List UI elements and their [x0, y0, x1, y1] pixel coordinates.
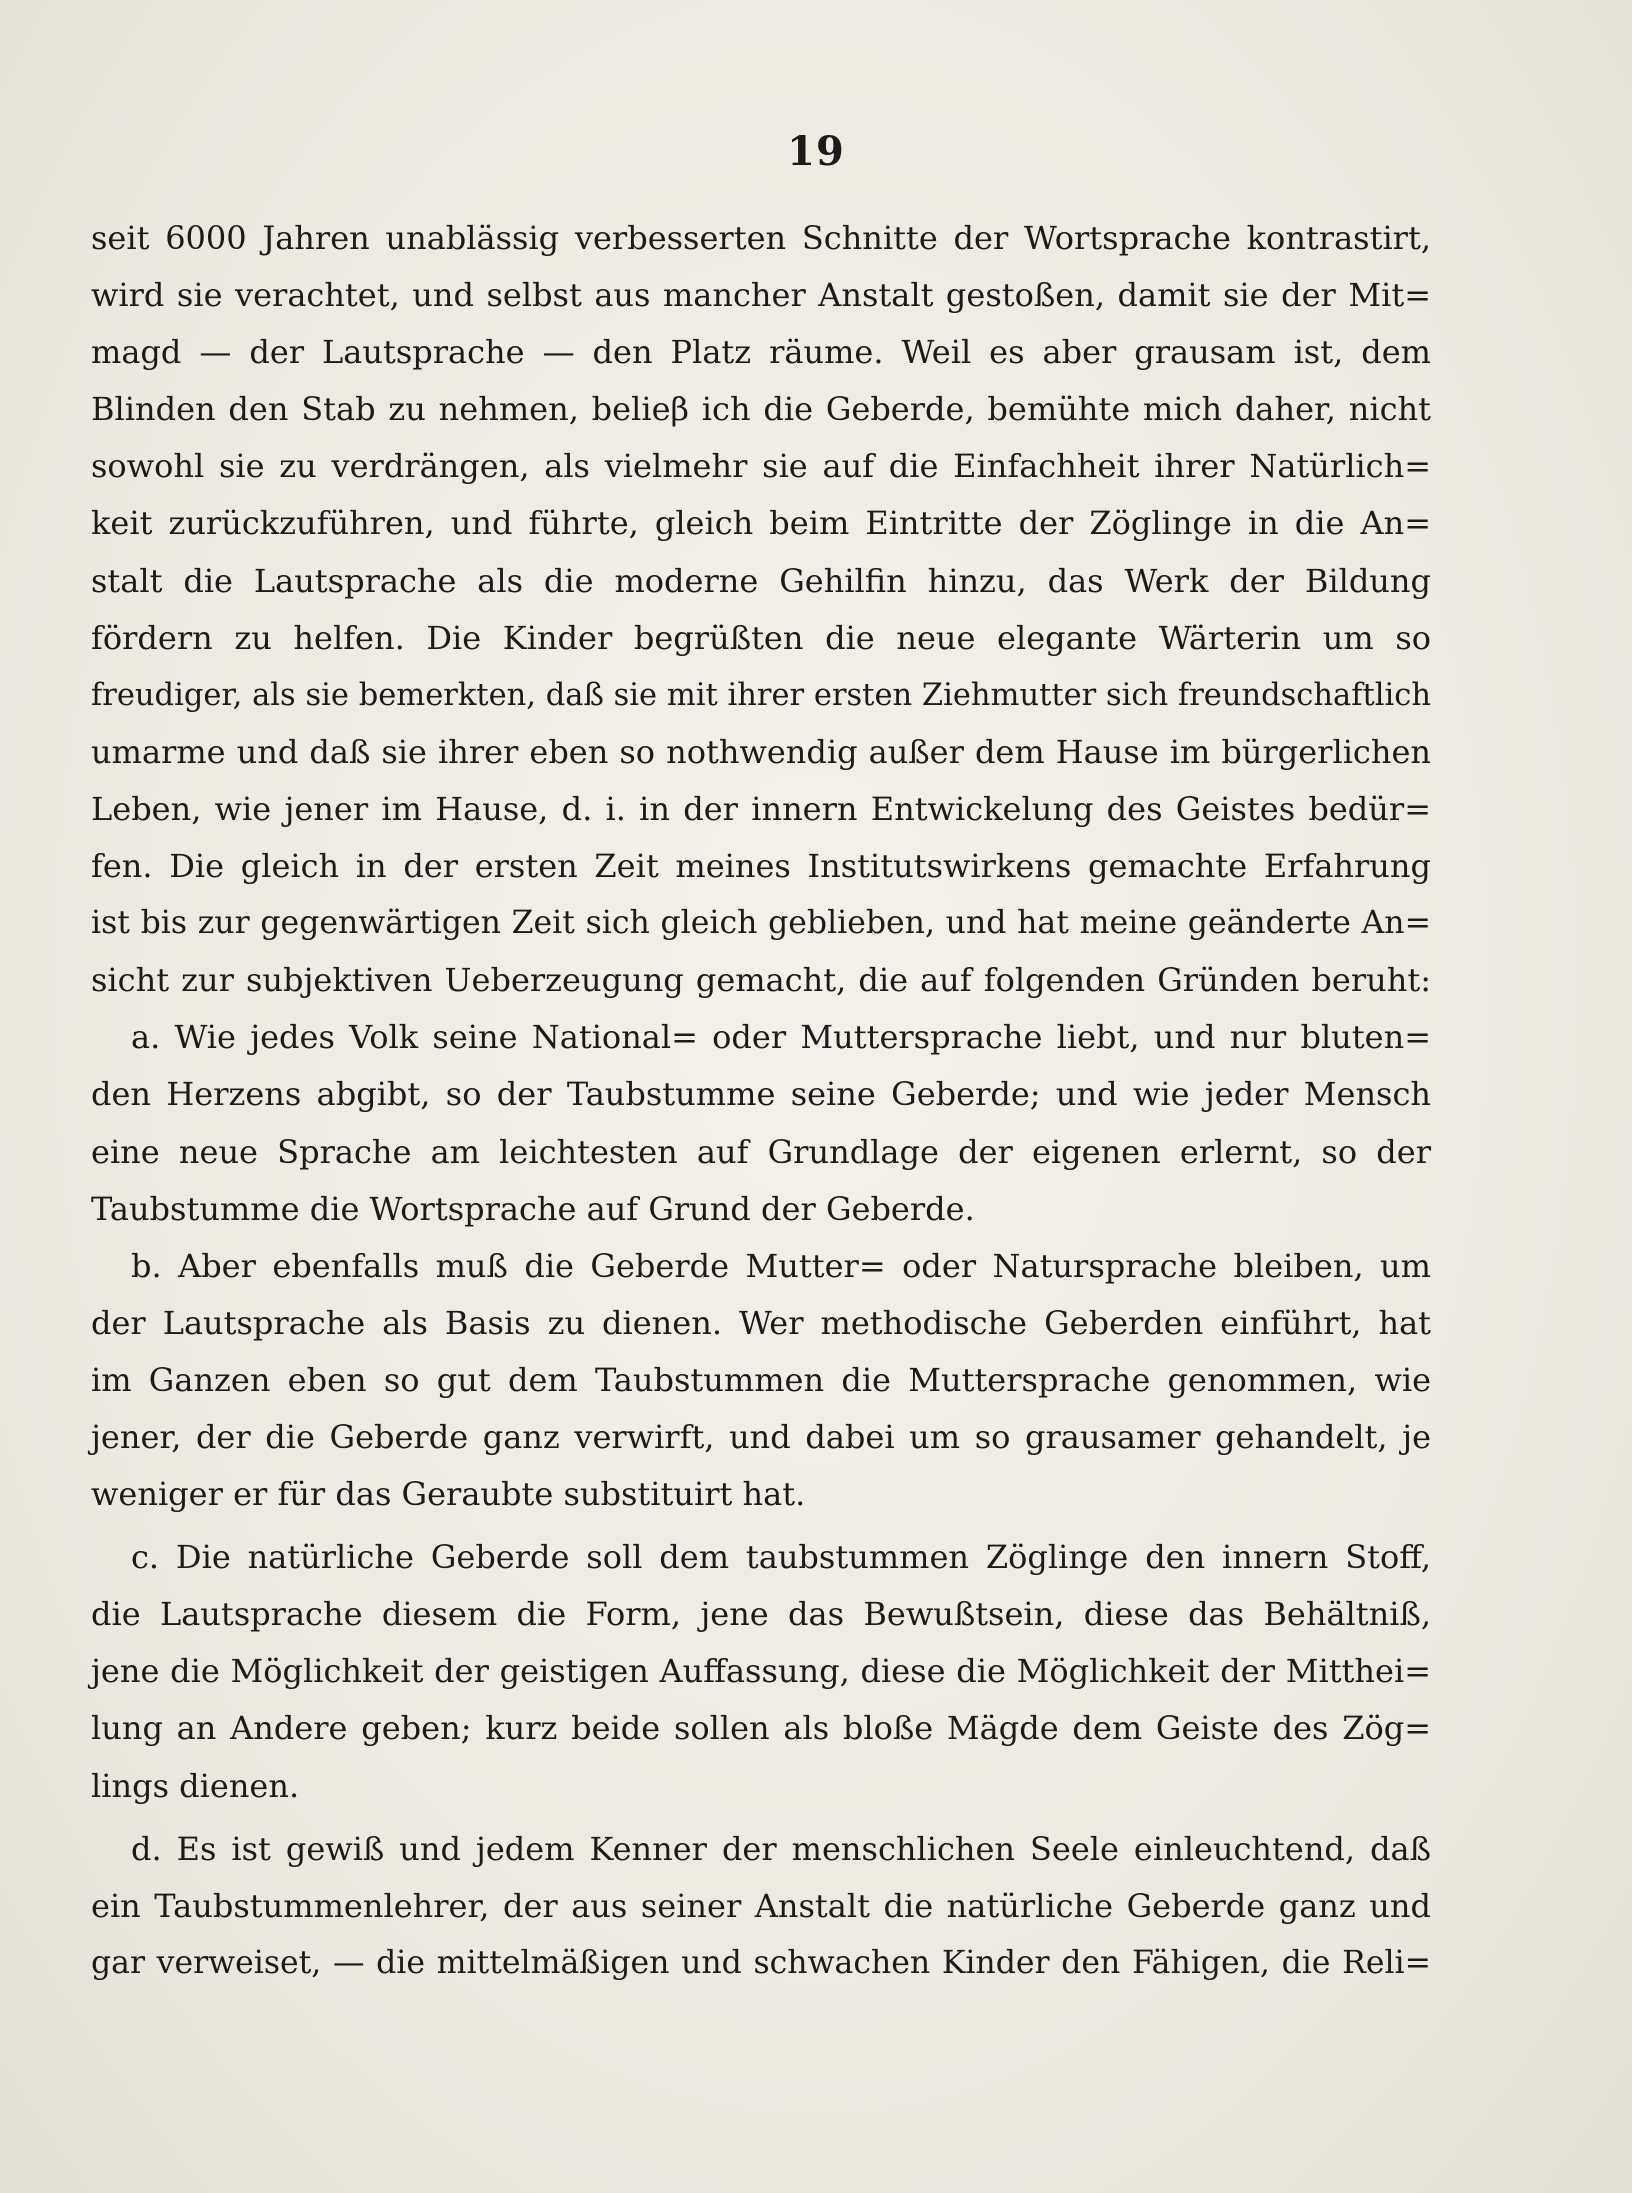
text-line: umarme und daß sie ihrer eben so nothwendig außer dem Hause im bürgerlichen [91, 732, 1431, 771]
list-item-b: b. Aber ebenfalls muß die Geberde Mutter= oder Natursprache bleiben, um [131, 1246, 1431, 1285]
text-line: den Herzens abgibt, so der Taubstumme seine Geberde; und wie jeder Mensch [91, 1075, 1431, 1114]
text-line: gar verweiset, — die mittelmäßigen und schwachen Kinder den Fähigen, die Reli= [91, 1944, 1431, 1981]
text-line: keit zurückzuführen, und führte, gleich beim Eintritte der Zöglinge in die An= [91, 504, 1431, 543]
list-item-d: d. Es ist gewiß und jedem Kenner der menschlichen Seele einleuchtend, daß [131, 1829, 1431, 1868]
page-number: 19 [787, 128, 845, 175]
text-line: freudiger, als sie bemerkten, daß sie mit ihrer ersten Ziehmutter sich freundschaftlich [91, 677, 1431, 713]
text-line: magd — der Lautsprache — den Platz räume. Weil es aber grausam ist, dem [91, 333, 1431, 372]
text-line: wird sie verachtet, und selbst aus mancher Anstalt gestoßen, damit sie der Mit= [91, 276, 1431, 315]
body-text [91, 210, 1431, 1992]
text-line: stalt die Lautsprache als die moderne Gehilfin hinzu, das Werk der Bildung [91, 561, 1431, 600]
list-item-a: a. Wie jedes Volk seine National= oder Muttersprache liebt, und nur bluten= [131, 1018, 1431, 1057]
text-line: Taubstumme die Wortsprache auf Grund der Geberde. [91, 1189, 975, 1228]
text-line: sicht zur subjektiven Ueberzeugung gemacht, die auf folgenden Gründen beruht: [91, 961, 1431, 1000]
text-line: weniger er für das Geraubte substituirt hat. [91, 1475, 806, 1514]
text-line: jene die Möglichkeit der geistigen Auffassung, diese die Möglichkeit der Mitthei= [91, 1652, 1431, 1691]
text-line: seit 6000 Jahren unablässig verbesserten Schnitte der Wortsprache kontrastirt, [91, 219, 1431, 257]
text-line: jener, der die Geberde ganz verwirft, und dabei um so grausamer gehandelt, je [91, 1417, 1431, 1456]
text-line: Blinden den Stab zu nehmen, belieβ ich die Geberde, bemühte mich daher, nicht [91, 390, 1431, 429]
text-line: fen. Die gleich in der ersten Zeit meines Institutswirkens gemachte Erfahrung [91, 847, 1431, 886]
text-line: lings dienen. [91, 1766, 300, 1805]
text-line: lung an Andere geben; kurz beide sollen als bloße Mägde dem Geiste des Zög= [91, 1709, 1431, 1748]
text-line: Leben, wie jener im Hause, d. i. in der innern Entwickelung des Geistes bedür= [91, 789, 1431, 828]
text-line: ein Taubstummenlehrer, der aus seiner Anstalt die natürliche Geberde ganz und [91, 1886, 1431, 1925]
text-line: ist bis zur gegenwärtigen Zeit sich gleich geblieben, und hat meine geänderte An= [91, 905, 1431, 942]
text-line: die Lautsprache diesem die Form, jene das Bewußtsein, diese das Behältniß, [91, 1595, 1431, 1634]
text-line: eine neue Sprache am leichtesten auf Grundlage der eigenen erlernt, so der [91, 1132, 1431, 1171]
list-item-c: c. Die natürliche Geberde soll dem taubstummen Zöglinge den innern Stoff, [131, 1538, 1431, 1577]
text-line: sowohl sie zu verdrängen, als vielmehr sie auf die Einfachheit ihrer Natürlich= [91, 447, 1431, 486]
text-line: fördern zu helfen. Die Kinder begrüßten die neue elegante Wärterin um so [91, 618, 1431, 657]
text-line: der Lautsprache als Basis zu dienen. Wer methodische Geberden einführt, hat [91, 1303, 1431, 1342]
text-line: im Ganzen eben so gut dem Taubstummen die Muttersprache genommen, wie [91, 1360, 1431, 1399]
